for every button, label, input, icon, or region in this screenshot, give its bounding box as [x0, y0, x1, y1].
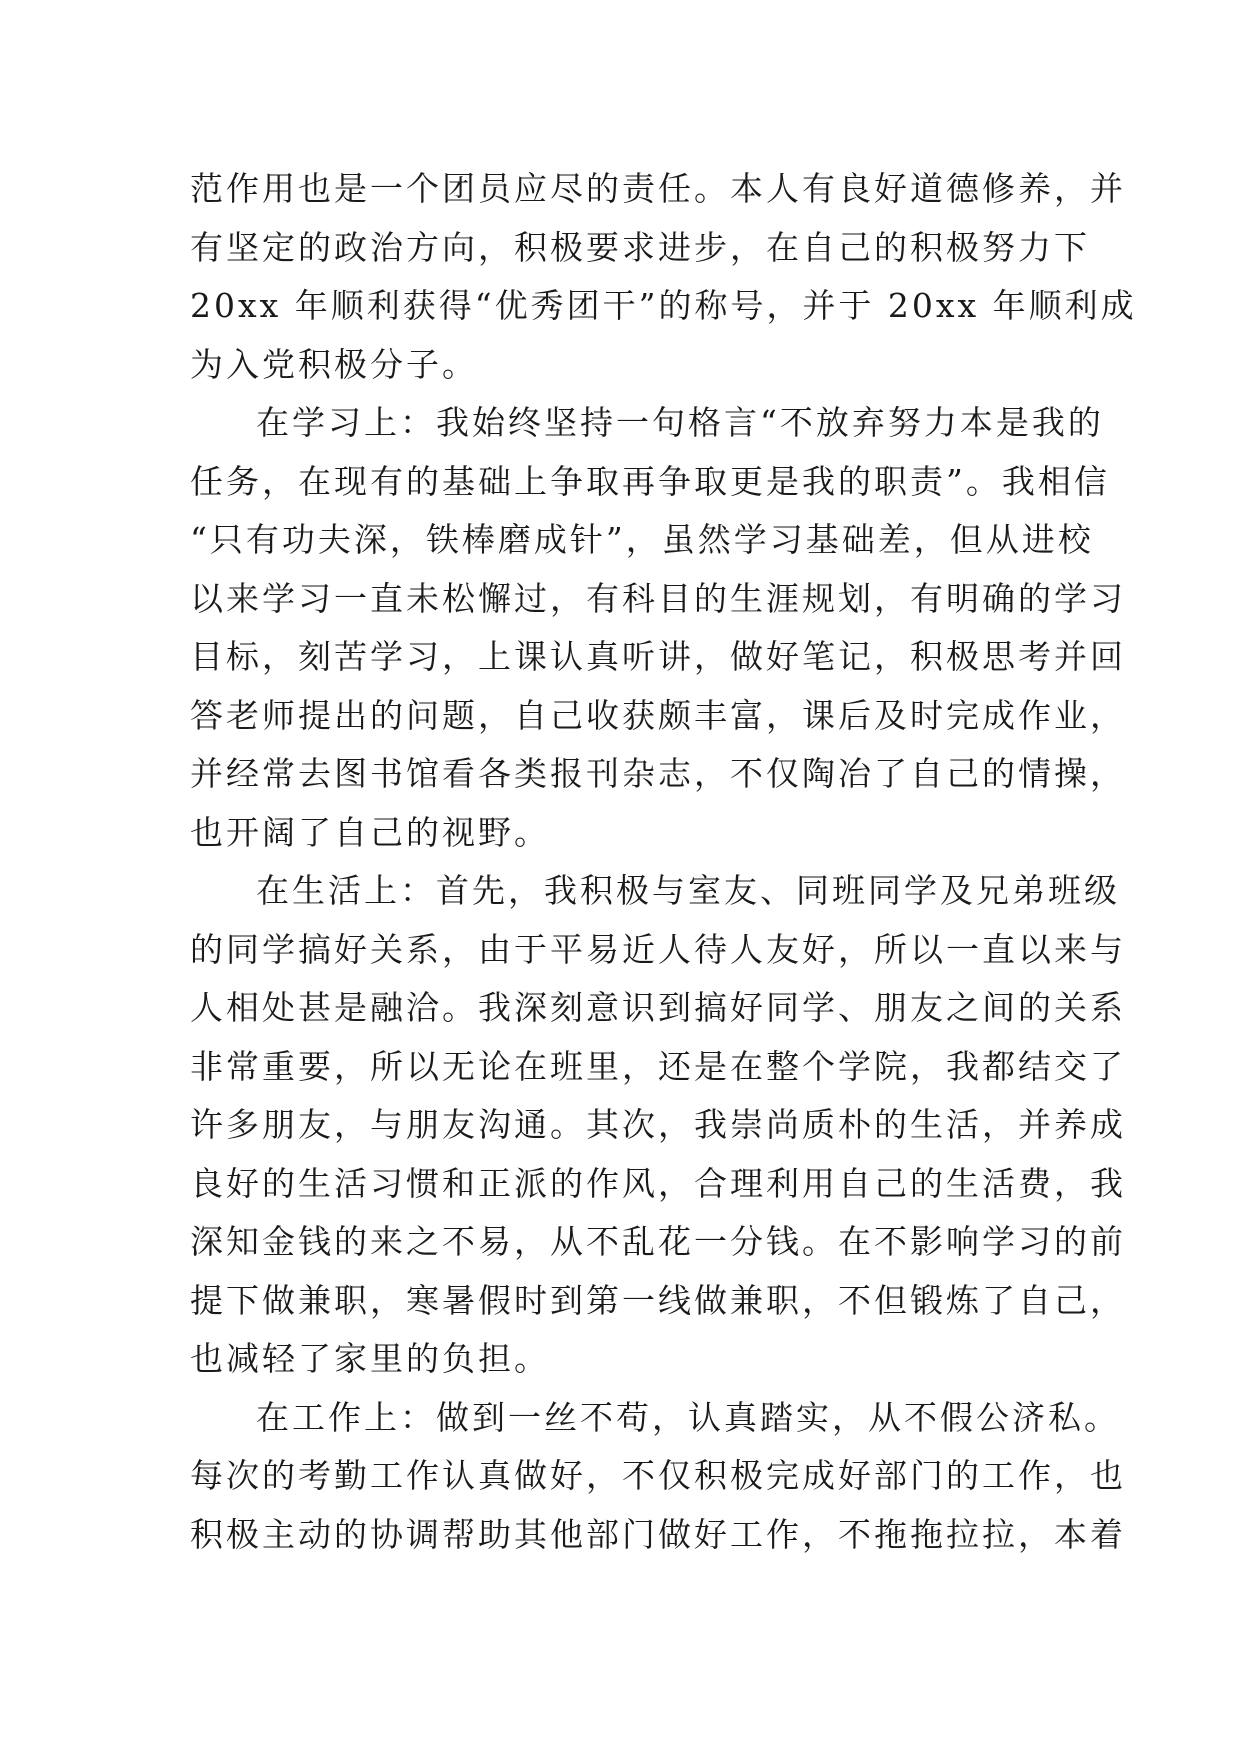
text-line: 并经常去图书馆看各类报刊杂志，不仅陶冶了自己的情操， [190, 754, 1126, 793]
text-line: 任务，在现有的基础上争取再争取更是我的职责”。我相信 [190, 461, 1110, 501]
document-body [190, 160, 1137, 1564]
paragraph-start-line: 在生活上：首先，我积极与室友、同班同学及兄弟班级 [256, 871, 1120, 910]
text-line: 为入党积极分子。 [190, 344, 478, 384]
text-line: 积极主动的协调帮助其他部门做好工作，不拖拖拉拉，本着 [190, 1514, 1126, 1554]
text-line: “只有功夫深，铁棒磨成针”，虽然学习基础差，但从进校 [190, 520, 1094, 559]
text-line: 也开阔了自己的视野。 [190, 812, 550, 852]
text-line: 提下做兼职，寒暑假时到第一线做兼职，不但锻炼了自己， [190, 1280, 1126, 1320]
text-line: 以来学习一直未松懈过，有科目的生涯规划，有明确的学习 [190, 578, 1126, 618]
text-line: 答老师提出的问题，自己收获颇丰富，课后及时完成作业， [190, 695, 1126, 735]
text-line: 有坚定的政治方向，积极要求进步，在自己的积极努力下 [190, 227, 1090, 267]
text-line: 人相处甚是融洽。我深刻意识到搞好同学、朋友之间的关系 [190, 988, 1126, 1027]
text-line: 每次的考勤工作认真做好，不仅积极完成好部门的工作，也 [190, 1456, 1126, 1495]
text-line: 许多朋友，与朋友沟通。其次，我崇尚质朴的生活，并养成 [190, 1105, 1126, 1144]
text-line: 也减轻了家里的负担。 [190, 1339, 550, 1378]
text-line: 深知金钱的来之不易，从不乱花一分钱。在不影响学习的前 [190, 1222, 1126, 1261]
text-line: 目标，刻苦学习，上课认真听讲，做好笔记，积极思考并回 [190, 637, 1126, 676]
text-line: 良好的生活习惯和正派的作风，合理利用自己的生活费，我 [190, 1163, 1126, 1203]
text-line: 范作用也是一个团员应尽的责任。本人有良好道德修养，并 [190, 169, 1126, 208]
paragraph-start-line: 在工作上：做到一丝不苟，认真踏实，从不假公济私。 [256, 1397, 1120, 1437]
text-line: 的同学搞好关系，由于平易近人待人友好，所以一直以来与 [190, 929, 1126, 969]
paragraph-start-line: 在学习上：我始终坚持一句格言“不放弃努力本是我的 [256, 403, 1104, 442]
text-line: 20xx 年顺利获得“优秀团干”的称号，并于 20xx 年顺利成 [190, 286, 1137, 325]
text-line: 非常重要，所以无论在班里，还是在整个学院，我都结交了 [190, 1046, 1126, 1086]
